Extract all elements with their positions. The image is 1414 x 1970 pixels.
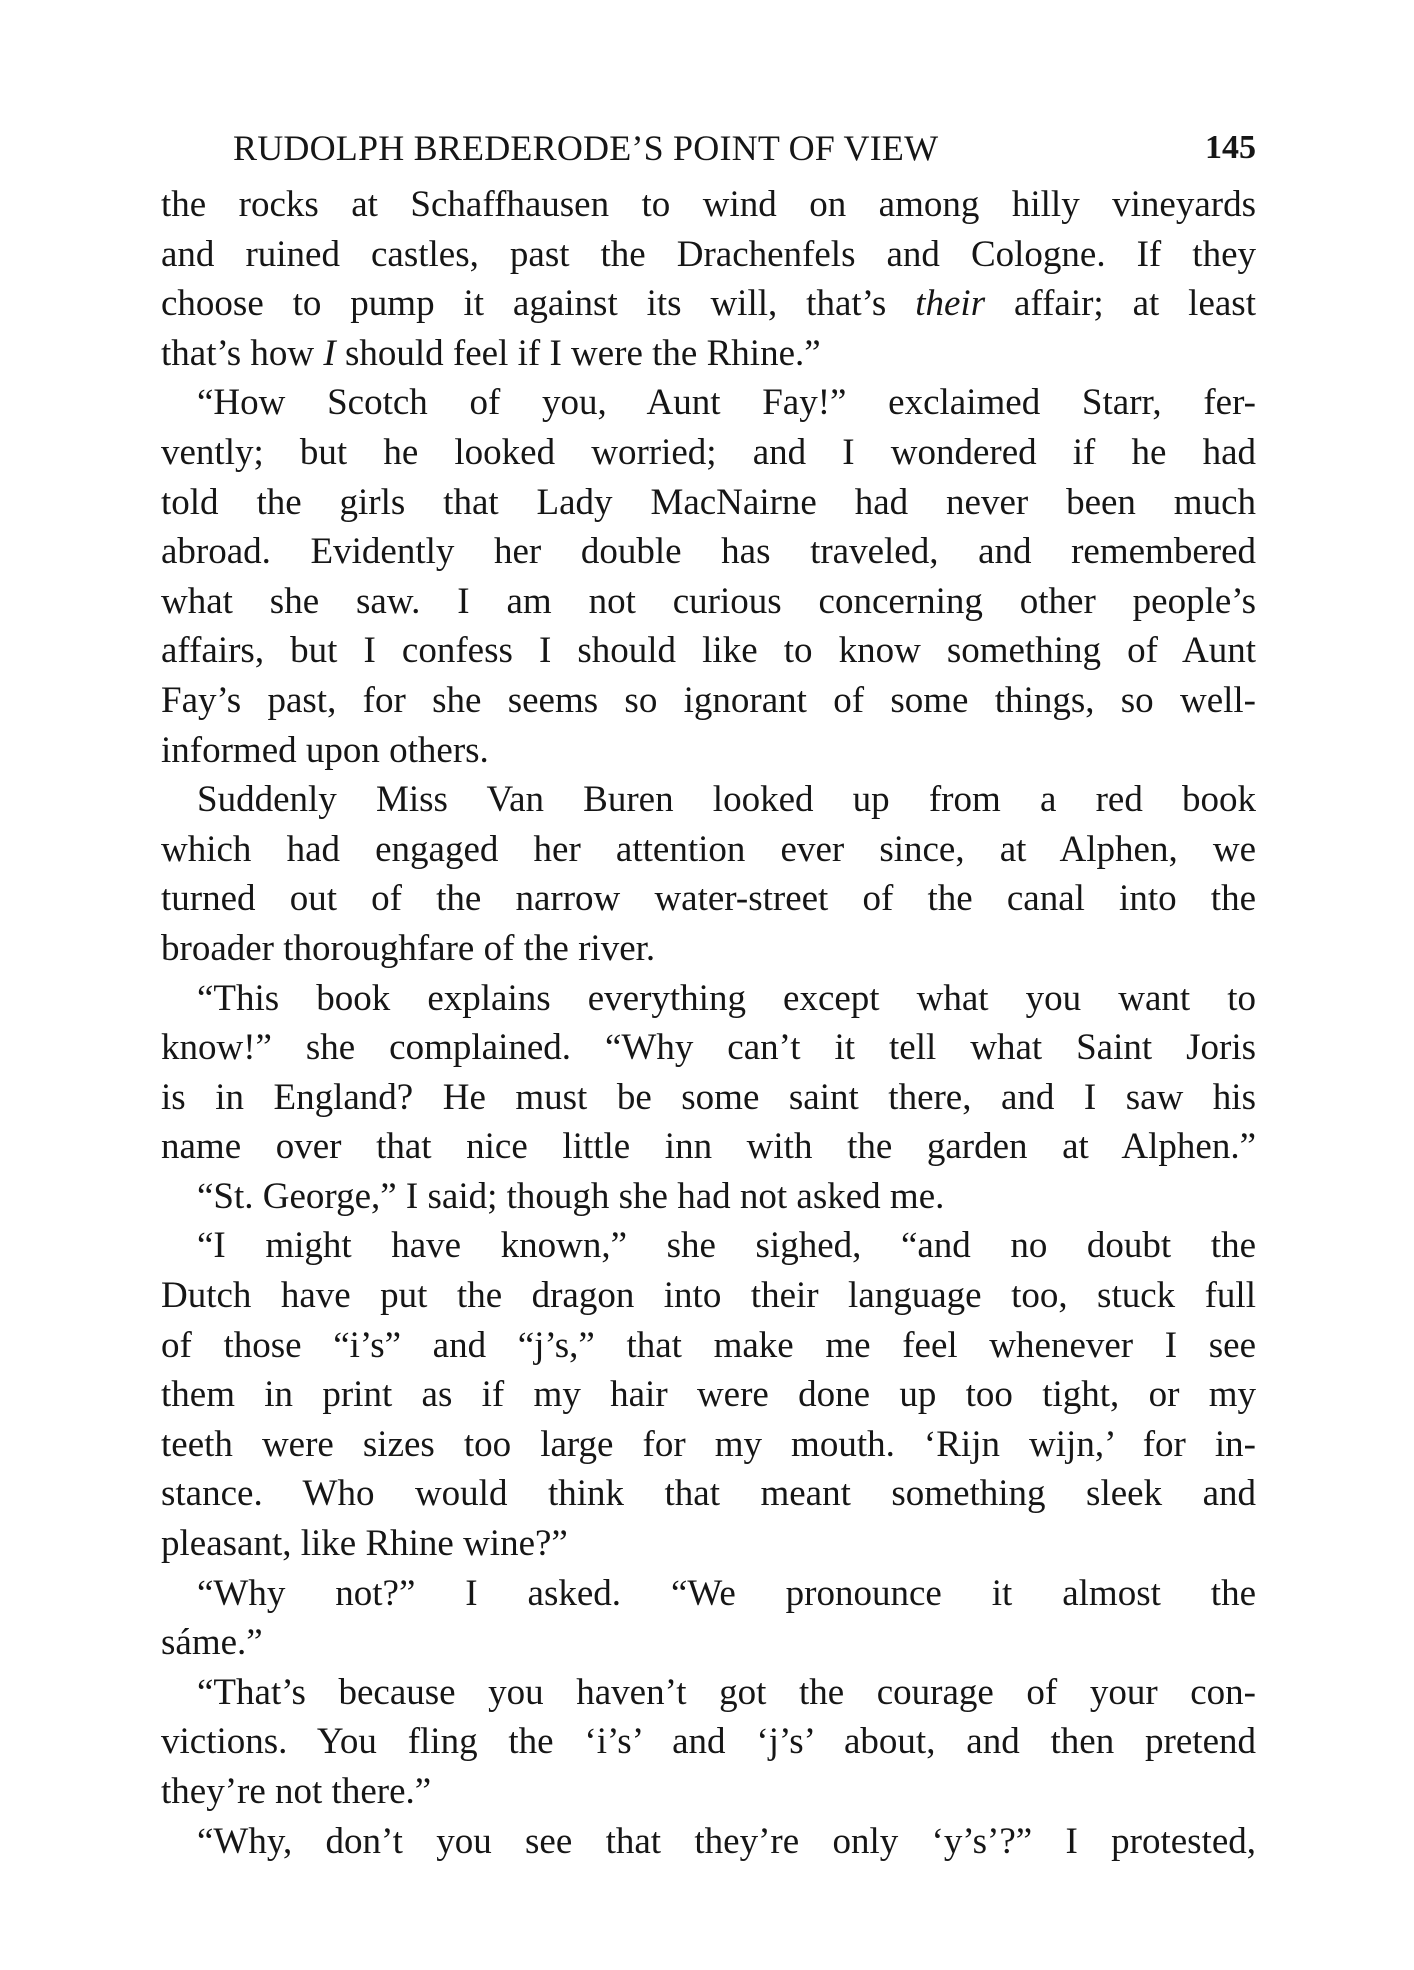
text-line: vently; but he looked worried; and I wondered if he had bbox=[161, 431, 1256, 473]
text-run: affair; at least bbox=[985, 283, 1256, 325]
paragraph-start-line: “Why, don’t you see that they’re only ‘y’s’?” I protested, bbox=[197, 1820, 1256, 1862]
text-line: teeth were sizes too large for my mouth. ‘Rijn wijn,’ for in- bbox=[161, 1423, 1256, 1465]
text-line: informed upon others. bbox=[161, 729, 489, 771]
text-line: is in England? He must be some saint there, and I saw his bbox=[161, 1076, 1256, 1118]
text-line: told the girls that Lady MacNairne had never been much bbox=[161, 481, 1256, 523]
text-line bbox=[161, 279, 1256, 329]
text-line: affairs, but I confess I should like to know something of Aunt bbox=[161, 630, 1256, 672]
paragraph-start-line: “Why not?” I asked. “We pronounce it almost the bbox=[197, 1572, 1256, 1614]
text-line: the rocks at Schaffhausen to wind on among hilly vineyards bbox=[161, 184, 1256, 225]
running-title: RUDOLPH BREDERODE’S POINT OF VIEW bbox=[233, 128, 939, 168]
text-line: know!” she complained. “Why can’t it tell what Saint Joris bbox=[161, 1027, 1256, 1069]
text-line bbox=[161, 329, 1256, 379]
text-run: should feel if I were the Rhine.” bbox=[335, 332, 821, 374]
running-head bbox=[161, 122, 1256, 172]
paragraph-start-line: Suddenly Miss Van Buren looked up from a red book bbox=[197, 779, 1256, 821]
italic-word: I bbox=[323, 332, 336, 374]
body-text bbox=[161, 180, 1256, 1866]
page-number: 145 bbox=[1205, 129, 1256, 166]
text-line: what she saw. I am not curious concerning other people’s bbox=[161, 580, 1256, 622]
paragraph-start-line: “I might have known,” she sighed, “and no doubt the bbox=[197, 1225, 1256, 1267]
text-line: stance. Who would think that meant something sleek and bbox=[161, 1473, 1256, 1515]
paragraph-start-line: “St. George,” I said; though she had not asked me. bbox=[197, 1175, 945, 1217]
text-line: of those “i’s” and “j’s,” that make me feel whenever I see bbox=[161, 1324, 1256, 1366]
text-line: broader thoroughfare of the river. bbox=[161, 927, 656, 969]
paragraph-start-line: “That’s because you haven’t got the courage of your con- bbox=[197, 1671, 1256, 1713]
text-line: which had engaged her attention ever since, at Alphen, we bbox=[161, 828, 1256, 870]
paragraph-start-line: “This book explains everything except what you want to bbox=[197, 977, 1256, 1019]
text-line: Dutch have put the dragon into their language too, stuck full bbox=[161, 1275, 1256, 1317]
text-line: them in print as if my hair were done up too tight, or my bbox=[161, 1374, 1256, 1416]
text-line: and ruined castles, past the Drachenfels and Cologne. If they bbox=[161, 233, 1256, 275]
text-line: sáme.” bbox=[161, 1622, 263, 1664]
text-run: choose to pump it against its will, that’s bbox=[161, 283, 916, 325]
text-line: Fay’s past, for she seems so ignorant of some things, so well- bbox=[161, 679, 1256, 721]
text-line: abroad. Evidently her double has traveled, and remembered bbox=[161, 531, 1256, 573]
text-line: name over that nice little inn with the garden at Alphen.” bbox=[161, 1126, 1256, 1168]
italic-word: their bbox=[915, 283, 986, 325]
text-line: they’re not there.” bbox=[161, 1771, 432, 1812]
text-line: turned out of the narrow water-street of the canal into the bbox=[161, 878, 1256, 920]
text-line: victions. You fling the ‘i’s’ and ‘j’s’ about, and then pretend bbox=[161, 1721, 1256, 1763]
text-line: pleasant, like Rhine wine?” bbox=[161, 1523, 568, 1565]
paragraph-start-line: “How Scotch of you, Aunt Fay!” exclaimed Starr, fer- bbox=[197, 382, 1256, 424]
text-run: that’s how bbox=[161, 332, 324, 374]
